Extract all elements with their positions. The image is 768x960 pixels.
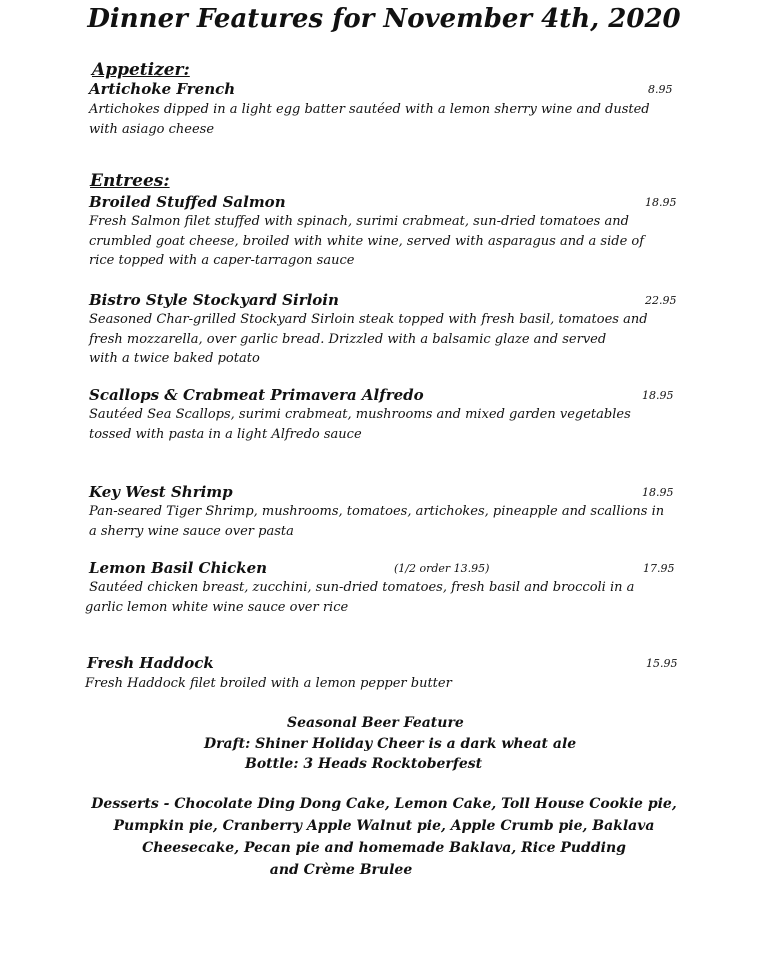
entree-item-description [89,502,689,541]
entree-item-name: Key West Shrimp [89,483,233,501]
desserts-line: Desserts - Chocolate Ding Dong Cake, Lemon Cake, Toll House Cookie pie, [91,796,677,812]
page-title: Dinner Features for November 4th, 2020 [87,4,681,34]
entree-item-note: (1/2 order 13.95) [394,562,490,575]
entree-item-price: 15.95 [646,657,678,670]
description-line: tossed with pasta in a light Alfredo sauce [89,426,362,442]
description-line: a sherry wine sauce over pasta [89,523,294,539]
appetizer-item-price: 8.95 [648,83,673,96]
description-line: with asiago cheese [89,121,215,137]
description-line: Fresh Haddock filet broiled with a lemon pepper butter [85,676,452,691]
entree-item-name: Lemon Basil Chicken [89,559,268,577]
entree-item-description [85,578,685,617]
beer-feature-draft: Draft: Shiner Holiday Cheer is a dark wheat ale [204,736,577,752]
appetizer-heading: Appetizer: [92,60,190,80]
entree-item-price: 18.95 [645,196,677,209]
description-line: with a twice baked potato [89,351,260,366]
entree-item-price: 18.95 [642,389,674,402]
description-line: Sautéed chicken breast, zucchini, sun-dried tomatoes, fresh basil and broccoli in a [85,580,635,595]
entree-item-name: Fresh Haddock [87,654,214,672]
entree-item-description [85,674,685,694]
appetizer-item-description [89,100,689,139]
entree-item-price: 18.95 [642,486,674,499]
beer-feature-heading: Seasonal Beer Feature [287,715,464,731]
entrees-heading: Entrees: [90,171,170,191]
desserts-line: Pumpkin pie, Cranberry Apple Walnut pie, Apple Crumb pie, Baklava [113,818,655,834]
description-line: Pan-seared Tiger Shrimp, mushrooms, tomatoes, artichokes, pineapple and scallions in [89,504,665,519]
entree-item-name: Scallops & Crabmeat Primavera Alfredo [89,386,424,404]
description-line: Artichokes dipped in a light egg batter sautéed with a lemon sherry wine and dusted [89,102,650,117]
desserts-line: and Crème Brulee [269,862,413,878]
entree-item-description [89,212,689,271]
entree-item-price: 17.95 [643,562,675,575]
description-line: Fresh Salmon filet stuffed with spinach, surimi crabmeat, sun-dried tomatoes and [89,214,629,229]
description-line: garlic lemon white wine sauce over rice [85,599,349,615]
description-line: rice topped with a caper-tarragon sauce [89,253,355,268]
description-line: fresh mozzarella, over garlic bread. Drizzled with a balsamic glaze and served [89,331,607,347]
description-line: Sautéed Sea Scallops, surimi crabmeat, mushrooms and mixed garden vegetables [89,407,631,422]
entree-item-name: Broiled Stuffed Salmon [89,193,286,211]
entree-item-description [89,310,689,369]
entree-item-price: 22.95 [645,294,677,307]
description-line: Seasoned Char-grilled Stockyard Sirloin steak topped with fresh basil, tomatoes and [89,312,648,327]
beer-feature-bottle: Bottle: 3 Heads Rocktoberfest [245,756,483,772]
entree-item-description [89,405,689,444]
appetizer-item-name: Artichoke French [89,80,236,98]
desserts-line: Cheesecake, Pecan pie and homemade Baklava, Rice Pudding [142,840,626,856]
entree-item-name: Bistro Style Stockyard Sirloin [89,291,339,309]
description-line: crumbled goat cheese, broiled with white wine, served with asparagus and a side of [89,233,645,249]
